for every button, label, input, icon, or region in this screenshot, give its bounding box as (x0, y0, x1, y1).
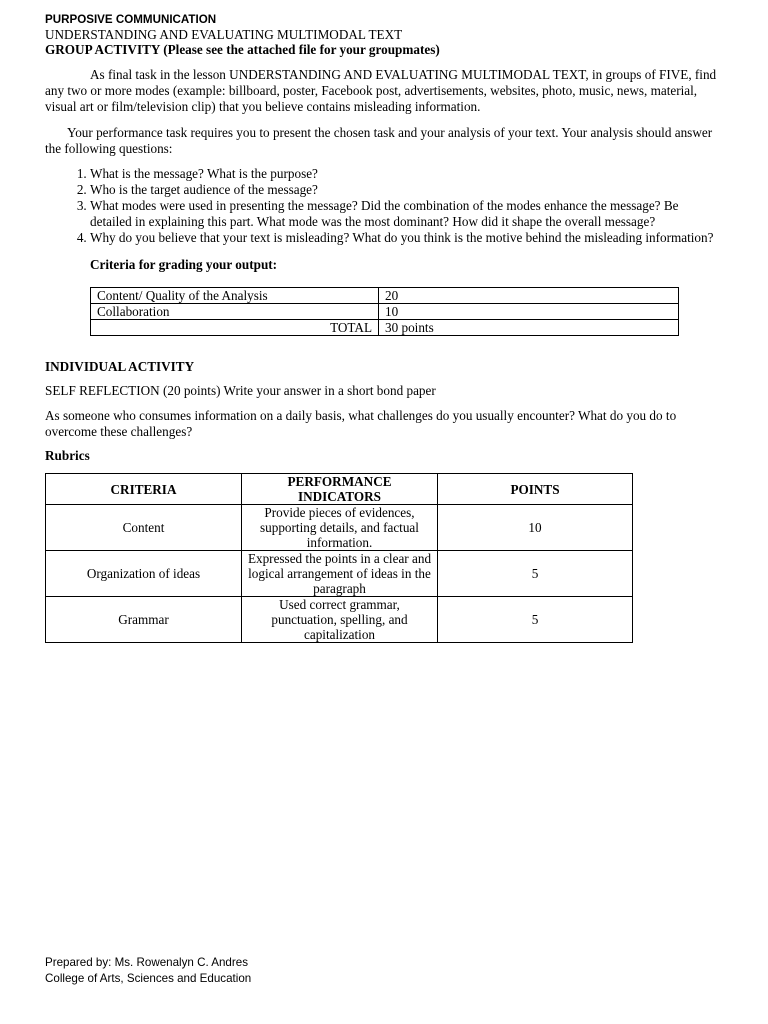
college-name: College of Arts, Sciences and Education (45, 972, 252, 985)
group-activity-heading: GROUP ACTIVITY (Please see the attached file for your groupmates) (45, 42, 440, 57)
question-item: 3. What modes were used in presenting the message? Did the combination of the modes enhance the message? Be detailed in explaining this part. What mode was the most dominant? How did it shape the overall message? (90, 198, 723, 230)
rubric-points: 5 (438, 597, 633, 643)
rubrics-table (45, 473, 633, 643)
self-reflection-text: SELF REFLECTION (20 points) Write your answer in a short bond paper (45, 383, 436, 398)
total-label: TOTAL (91, 320, 379, 336)
table-row (91, 304, 679, 320)
group-task-paragraph: Your performance task requires you to present the chosen task and your analysis of your text. Your analysis should answer the following questions: (45, 125, 713, 156)
prepared-by: Prepared by: Ms. Rowenalyn C. Andres (45, 956, 248, 969)
question-item: 4. Why do you believe that your text is misleading? What do you think is the motive behind the misleading information? (90, 230, 723, 246)
document-page (45, 12, 723, 643)
rubric-criteria: Content (46, 505, 242, 551)
rubric-indicator: Expressed the points in a clear and logical arrangement of ideas in the paragraph (242, 551, 438, 597)
rubric-points: 10 (438, 505, 633, 551)
group-intro-paragraph: As final task in the lesson UNDERSTANDING AND EVALUATING MULTIMODAL TEXT, in groups of FIVE, find any two or more modes (example: billboard, poster, Facebook post, advertisements, websites, photo, music, news, material, visual art or film/television clip) that you believe contains misleading information. (45, 67, 717, 114)
criteria-value: 20 (379, 288, 679, 304)
total-value: 30 points (379, 320, 679, 336)
question-item: 2. Who is the target audience of the message? (90, 182, 723, 198)
column-header: PERFORMANCE INDICATORS (242, 474, 438, 505)
table-row (46, 551, 633, 597)
criteria-value: 10 (379, 304, 679, 320)
criteria-label: Collaboration (91, 304, 379, 320)
rubric-criteria: Organization of ideas (46, 551, 242, 597)
rubric-criteria: Grammar (46, 597, 242, 643)
reflection-question: As someone who consumes information on a daily basis, what challenges do you usually encounter? What do you do to overcome these challenges? (45, 408, 677, 439)
table-row (91, 320, 679, 336)
criteria-label: Content/ Quality of the Analysis (91, 288, 379, 304)
criteria-table (90, 287, 679, 336)
rubric-indicator: Used correct grammar, punctuation, spelling, and capitalization (242, 597, 438, 643)
question-list (45, 166, 723, 246)
lesson-title: UNDERSTANDING AND EVALUATING MULTIMODAL TEXT (45, 27, 403, 42)
table-header-row (46, 474, 633, 505)
rubric-points: 5 (438, 551, 633, 597)
table-row (46, 505, 633, 551)
footer (45, 955, 251, 987)
question-item: 1. What is the message? What is the purpose? (90, 166, 723, 182)
column-header: POINTS (438, 474, 633, 505)
criteria-title: Criteria for grading your output: (90, 257, 278, 272)
table-row (46, 597, 633, 643)
column-header: CRITERIA (46, 474, 242, 505)
individual-activity-heading: INDIVIDUAL ACTIVITY (45, 359, 195, 374)
course-title: PURPOSIVE COMMUNICATION (45, 13, 217, 26)
rubrics-title: Rubrics (45, 448, 90, 463)
rubric-indicator: Provide pieces of evidences, supporting details, and factual information. (242, 505, 438, 551)
table-row (91, 288, 679, 304)
